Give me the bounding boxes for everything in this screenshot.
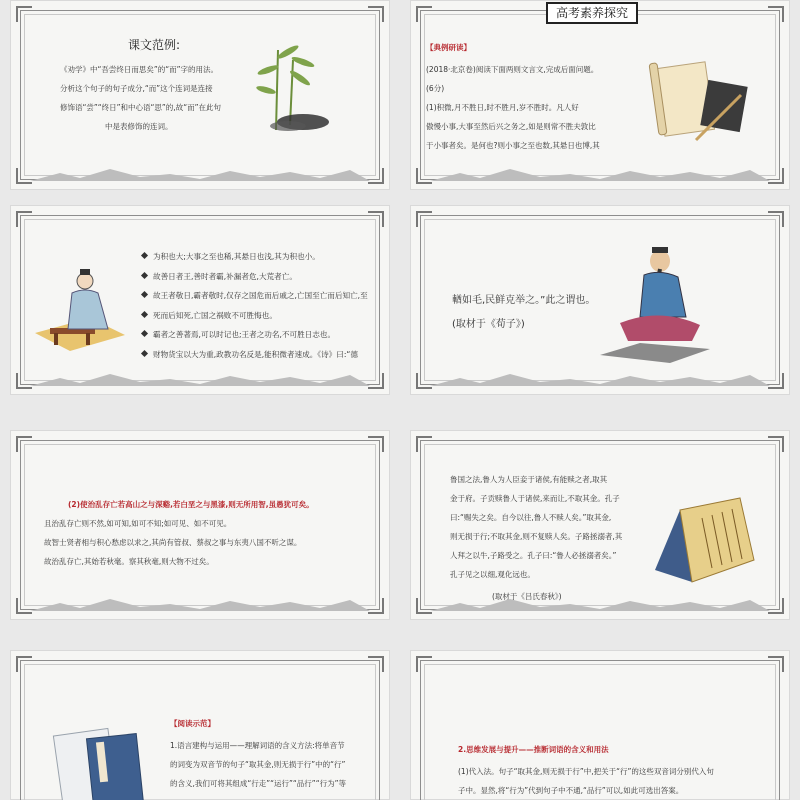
list-item: 霸者之善著焉,可以时记也;王者之功名,不可胜日志也。 xyxy=(140,325,368,345)
list-item: 故王者敬日,霸者敬时,仅存之国危而后戚之,亡国至亡而后知亡,至 xyxy=(140,286,368,306)
text-line: (1)积微,月不胜日,时不胜月,岁不胜时。凡人好 xyxy=(426,103,579,112)
mountain-decoration xyxy=(430,165,770,181)
slide-7[interactable] xyxy=(10,650,390,800)
text-line: 故智士贤者相与积心愁虑以求之,其尚有管叔、蔡叔之事与东夷八国不听之谋。 xyxy=(44,538,302,547)
slide-8[interactable] xyxy=(410,650,790,800)
open-book-illustration xyxy=(650,490,760,585)
text-line: (2018·北京卷)阅读下面两则文言文,完成后面问题。 xyxy=(426,65,599,74)
bamboo-ink-illustration xyxy=(248,40,338,135)
list-item: 死而后知死,亡国之祸败不可胜悔也。 xyxy=(140,306,368,326)
list-item: 为积也大;大事之至也稀,其悬日也浅,其为积也小。 xyxy=(140,247,368,267)
text-line: 1.语言建构与运用——理解词语的含义方法:将单音节 xyxy=(170,741,345,750)
slide-6[interactable] xyxy=(410,430,790,620)
text-line: 人拜之以牛,子路受之。孔子曰:“鲁人必拯溺者矣。” xyxy=(450,551,617,560)
mountain-decoration xyxy=(30,595,370,611)
source-line: (取材于《荀子》) xyxy=(452,319,525,330)
slide-5[interactable] xyxy=(10,430,390,620)
header-title: 高考素养探究 xyxy=(546,2,638,24)
slide-title: 课文范例: xyxy=(128,38,181,52)
mountain-decoration xyxy=(30,370,370,386)
text-line: 中是表修饰的连词。 xyxy=(105,122,173,131)
text-line: 修饰语“尝”“终日”和中心语“思”的,故“而”在此句 xyxy=(60,103,221,112)
scholar-writing-illustration xyxy=(30,263,130,353)
text-line: 则无损于行;不取其金,则不复赎人矣。子路拯溺者,其 xyxy=(450,532,623,541)
books-illustration xyxy=(50,724,160,800)
text-line: 的含义,我们可将其组成“行走”“运行”“品行”“行为”等 xyxy=(170,779,346,788)
text-line: (1)代入法。句子“取其金,则无损于行”中,把关于“行”的这些双音词分别代入句 xyxy=(458,767,714,776)
text-line: 于小事者矣。是何也?则小事之至也数,其悬日也博,其 xyxy=(426,141,600,150)
slide-4[interactable] xyxy=(410,205,790,395)
section-tag: 【阅读示范】 xyxy=(170,719,215,728)
text-line: 鲁国之法,鲁人为人臣妾于诸侯,有能赎之者,取其 xyxy=(450,475,608,484)
highlight-line: 2.思维发展与提升——推断词语的含义和用法 xyxy=(458,745,609,754)
text-line: 故治乱存亡,其始若秋毫。察其秋毫,则大物不过矣。 xyxy=(44,557,214,566)
slide-3[interactable] xyxy=(10,205,390,395)
mountain-decoration xyxy=(430,595,770,611)
highlight-line: (2)使治乱存亡若高山之与深谿,若白垩之与黑漆,则无所用智,虽愚犹可矣。 xyxy=(68,500,314,509)
scroll-ink-illustration xyxy=(646,55,756,145)
section-tag: 【典例研读】 xyxy=(426,43,471,52)
mountain-decoration xyxy=(30,165,370,181)
text-line: 子中。显然,将“行为”代到句子中不通,“品行”可以,如此可选出答案。 xyxy=(458,786,684,795)
source-line: (取材于《吕氏春秋》) xyxy=(492,592,562,601)
text-line: 《劝学》中“吾尝终日而思矣”的“而”字的用法。 xyxy=(60,65,219,74)
bullet-list xyxy=(140,247,368,364)
sage-seated-illustration xyxy=(600,245,710,365)
text-line: 的词变为双音节的句子“取其金,则无损于行”中的“行” xyxy=(170,760,346,769)
slide-2[interactable] xyxy=(410,0,790,190)
text-line: 輶如毛,民鲜克举之。”此之谓也。 xyxy=(452,295,596,306)
text-line: 傲慢小事,大事至然后兴之务之,如是则常不胜夫敦比 xyxy=(426,122,596,131)
text-line: 且治乱存亡则不然,如可知,如可不知;如可见、如不可见。 xyxy=(44,519,232,528)
text-line: 金于府。子贡赎鲁人于诸侯,来而让,不取其金。孔子 xyxy=(450,494,620,503)
text-line: 分析这个句子的句子成分,“而”这个连词是连接 xyxy=(60,84,213,93)
list-item: 财物货宝以大为重,政教功名反是,能积微者速成。《诗》曰:“德 xyxy=(140,345,368,365)
list-item: 故善日者王,善时者霸,补漏者危,大荒者亡。 xyxy=(140,267,368,287)
text-line: 曰:“赐失之矣。自今以往,鲁人不赎人矣。”取其金, xyxy=(450,513,612,522)
text-line: (6分) xyxy=(426,84,445,93)
text-line: 孔子见之以细,观化远也。 xyxy=(450,570,535,579)
slide-1[interactable] xyxy=(10,0,390,190)
mountain-decoration xyxy=(430,370,770,386)
